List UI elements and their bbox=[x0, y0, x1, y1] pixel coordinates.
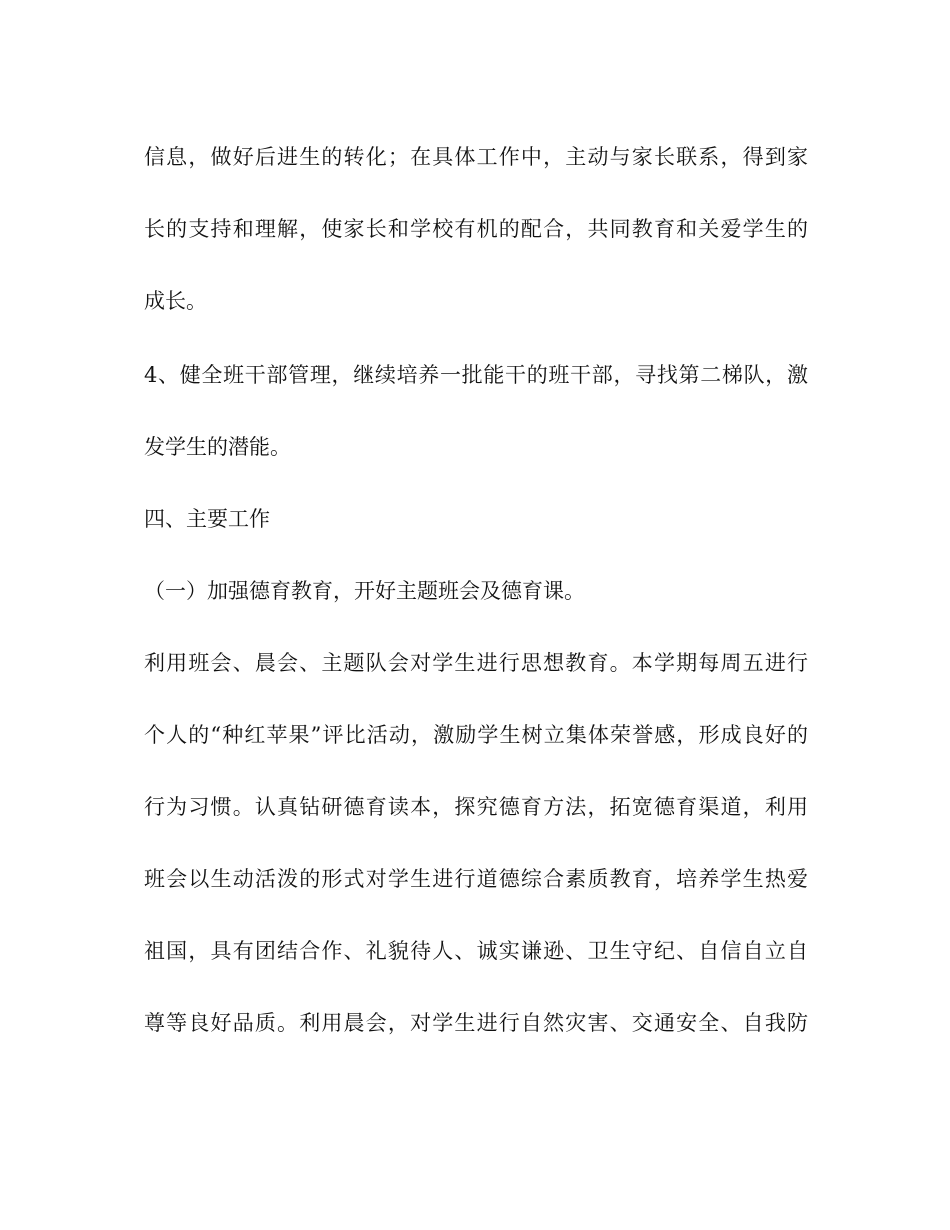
paragraph-line: 班会以生动活泼的形式对学生进行道德综合素质教育，培养学生热爱 bbox=[144, 867, 808, 891]
paragraph-line: 4、健全班干部管理，继续培养一批能干的班干部，寻找第二梯队，激 bbox=[144, 363, 808, 387]
paragraph-line: 个人的“种红苹果”评比活动，激励学生树立集体荣誉感，形成良好的 bbox=[144, 723, 808, 747]
paragraph-line: 祖国，具有团结合作、礼貌待人、诚实谦逊、卫生守纪、自信自立自 bbox=[144, 939, 808, 963]
paragraph-line: 发学生的潜能。 bbox=[144, 435, 291, 459]
paragraph-line: 成长。 bbox=[144, 289, 207, 313]
paragraph-line: 行为习惯。认真钻研德育读本，探究德育方法，拓宽德育渠道，利用 bbox=[144, 795, 808, 819]
paragraph-line: 长的支持和理解，使家长和学校有机的配合，共同教育和关爱学生的 bbox=[144, 217, 808, 241]
section-heading: 四、主要工作 bbox=[144, 507, 270, 531]
paragraph-line: 尊等良好品质。利用晨会，对学生进行自然灾害、交通安全、自我防 bbox=[144, 1011, 808, 1035]
paragraph-line: 信息，做好后进生的转化；在具体工作中，主动与家长联系，得到家 bbox=[144, 145, 808, 169]
subsection-heading: （一）加强德育教育，开好主题班会及德育课。 bbox=[144, 579, 585, 603]
paragraph-line: 利用班会、晨会、主题队会对学生进行思想教育。本学期每周五进行 bbox=[144, 651, 808, 675]
